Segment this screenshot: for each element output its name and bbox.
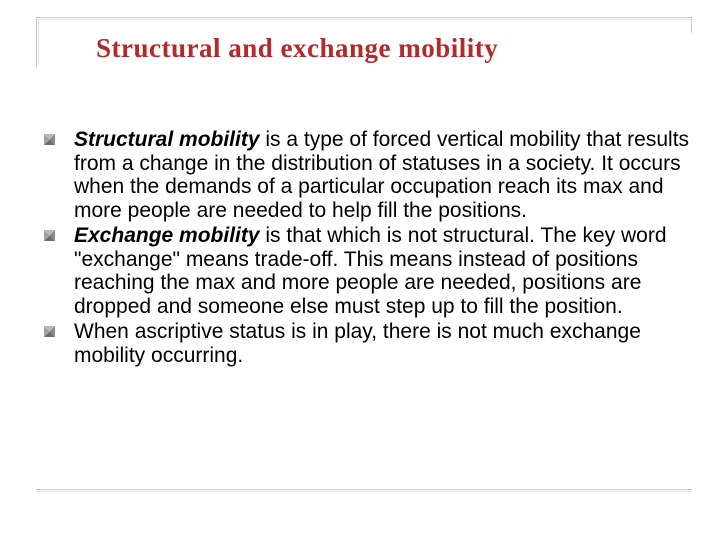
bullet-item-structural-mobility bbox=[44, 128, 694, 222]
frame-left-line bbox=[36, 17, 37, 67]
square-bullet-icon bbox=[44, 326, 55, 337]
bullet-item-ascriptive-status bbox=[44, 320, 694, 367]
bullet-list bbox=[44, 128, 694, 369]
bullet-term: Exchange mobility bbox=[74, 224, 260, 247]
frame-left-line-inner bbox=[38, 19, 39, 65]
frame-bottom-line bbox=[36, 489, 692, 490]
slide-title: Structural and exchange mobility bbox=[96, 33, 499, 63]
square-bullet-icon bbox=[44, 230, 55, 241]
bullet-item-exchange-mobility bbox=[44, 224, 694, 318]
frame-bottom-line-inner bbox=[36, 491, 692, 492]
square-bullet-icon bbox=[44, 134, 55, 145]
frame-top-line bbox=[36, 17, 692, 18]
bullet-text: is a type of forced vertical mobility that results from a change in the distribution of statuses in a society. It occurs when the demands of a particular occupation reach its max and more people are needed to help fill the positions. bbox=[74, 128, 690, 222]
frame-right-line bbox=[691, 17, 692, 33]
bullet-text: is that which is not structural. The key word "exchange" means trade-off. This means instead of positions reaching the max and more people are needed, positions are dropped and someone else must step up to fill the position. bbox=[74, 224, 667, 318]
bullet-term: Structural mobility bbox=[74, 128, 260, 151]
bullet-text: When ascriptive status is in play, there is not much exchange mobility occurring. bbox=[74, 320, 641, 367]
frame-top-line-inner bbox=[36, 19, 692, 20]
